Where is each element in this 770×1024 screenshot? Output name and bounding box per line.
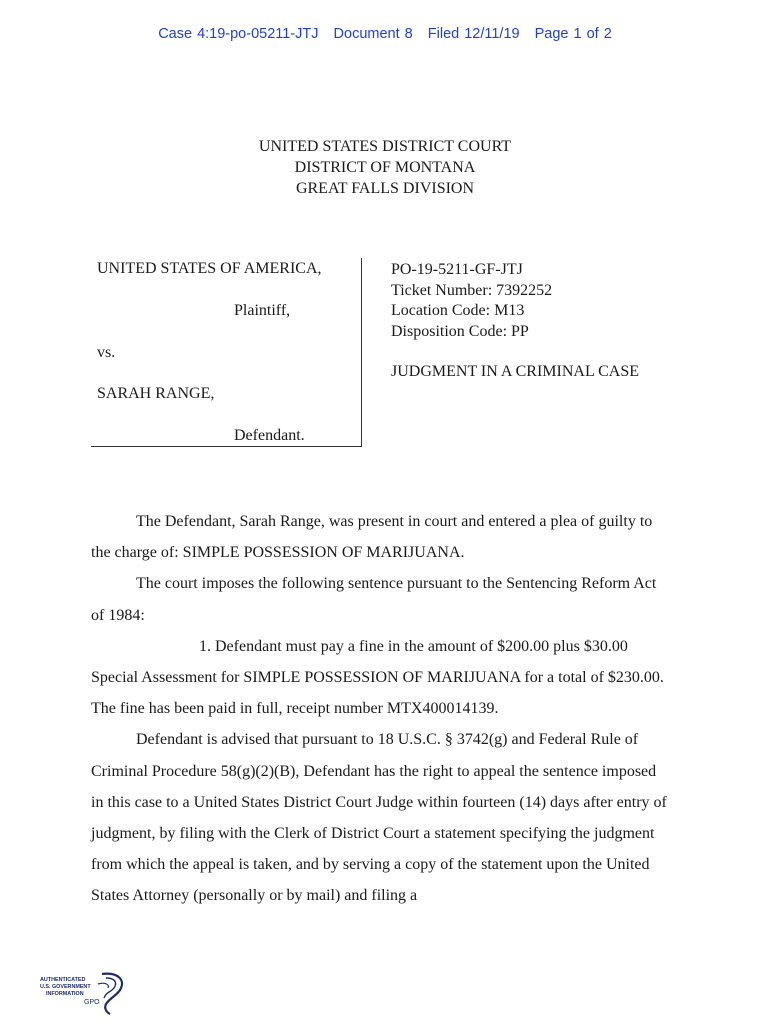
case-docket-number: PO-19-5211-GF-JTJ bbox=[391, 261, 523, 278]
court-heading bbox=[0, 136, 770, 199]
document-number-stamp: Document 8 bbox=[333, 26, 413, 42]
location-code: Location Code: M13 bbox=[391, 302, 525, 319]
fine-paragraph: 1. Defendant must pay a fine in the amount of $200.00 plus $30.00 Special Assessment for SIMPLE POSSESSION OF MARIJUANA for a total of $230.00. The fine has been paid in full, receipt number MTX400014139. bbox=[91, 637, 664, 718]
gpo-eagle-icon bbox=[40, 970, 130, 1016]
case-number-stamp: Case 4:19-po-05211-JTJ bbox=[158, 26, 319, 42]
filed-date-stamp: Filed 12/11/19 bbox=[427, 26, 520, 42]
seal-line-2: U.S. GOVERNMENT bbox=[40, 984, 91, 990]
judgment-title: JUDGMENT IN A CRIMINAL CASE bbox=[391, 363, 640, 380]
disposition-code: Disposition Code: PP bbox=[391, 322, 529, 340]
filing-stamp bbox=[0, 26, 770, 42]
case-caption-parties bbox=[91, 258, 362, 447]
seal-line-4: GPO bbox=[84, 999, 100, 1006]
defendant-name: SARAH RANGE, bbox=[97, 385, 215, 402]
plaintiff-name: UNITED STATES OF AMERICA, bbox=[97, 260, 322, 277]
plaintiff-role: Plaintiff, bbox=[234, 302, 291, 319]
court-division: GREAT FALLS DIVISION bbox=[295, 180, 475, 197]
appeal-rights-paragraph: Defendant is advised that pursuant to 18 U.S.C. § 3742(g) and Federal Rule of Criminal Procedure 58(g)(2)(B), Defendant has the right to appeal the sentence imposed in this case to a United States District Court Judge within fourteen (14) days after entry of judgment, by filing with the Clerk of District Court a statement specifying the judgment from which the appeal is taken, and by serving a copy of the statement upon the United States Attorney (personally or by mail) and filing a bbox=[91, 731, 667, 905]
gpo-authentication-seal bbox=[40, 970, 130, 1016]
judgment-body bbox=[91, 506, 671, 912]
plea-paragraph: The Defendant, Sarah Range, was present in court and entered a plea of guilty to the charge of: SIMPLE POSSESSION OF MARIJUANA. bbox=[91, 513, 653, 562]
versus-label: vs. bbox=[97, 344, 116, 361]
seal-line-3: INFORMATION bbox=[46, 991, 84, 997]
page-count-stamp: Page 1 of 2 bbox=[534, 26, 612, 42]
sentence-paragraph: The court imposes the following sentence pursuant to the Sentencing Reform Act of 1984: bbox=[91, 575, 657, 624]
ticket-number: Ticket Number: 7392252 bbox=[391, 281, 553, 299]
case-caption-details bbox=[391, 260, 639, 383]
court-name: UNITED STATES DISTRICT COURT bbox=[258, 138, 512, 155]
seal-line-1: AUTHENTICATED bbox=[40, 977, 86, 983]
defendant-role: Defendant. bbox=[234, 427, 305, 444]
court-district: DISTRICT OF MONTANA bbox=[294, 159, 476, 176]
